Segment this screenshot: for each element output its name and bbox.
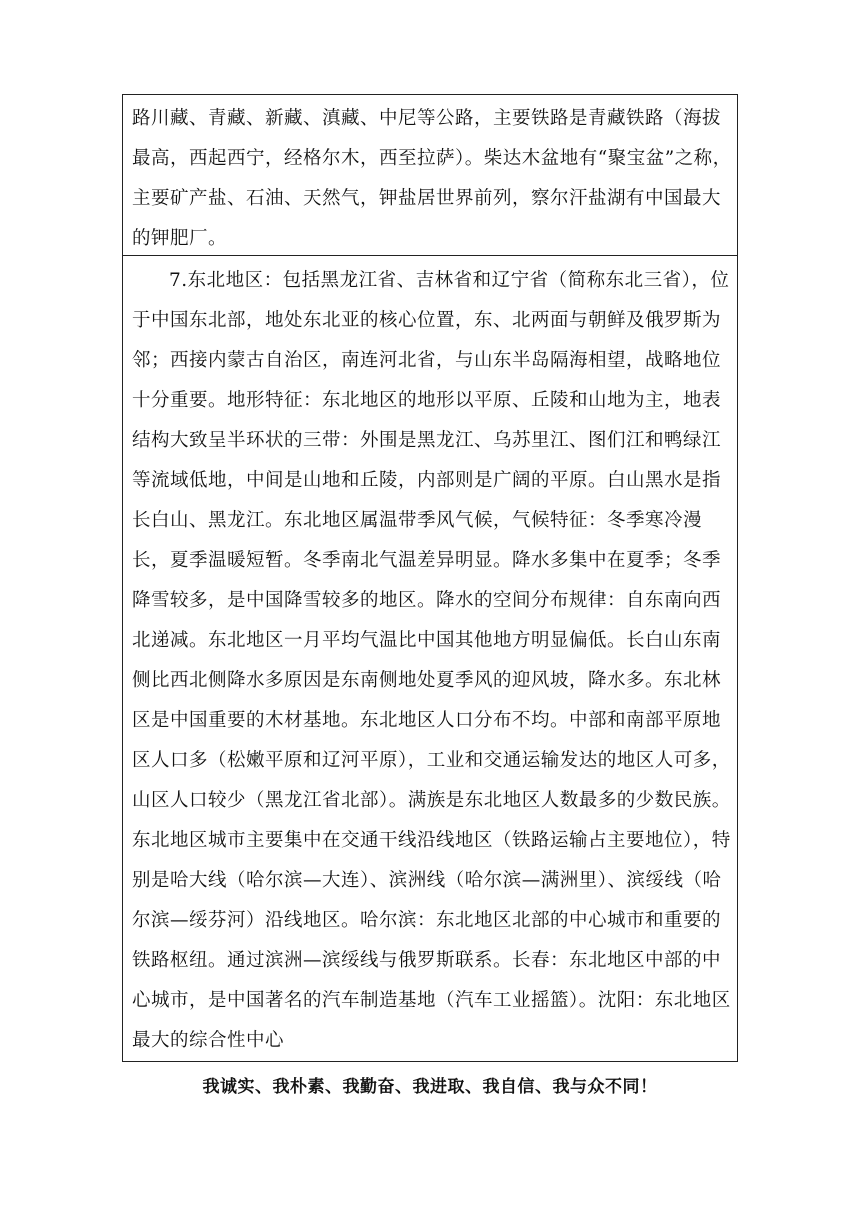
content-table-cell [122, 94, 738, 1062]
paragraph-continuation: 路川藏、青藏、新藏、滇藏、中尼等公路，主要铁路是青藏铁路（海拔最高，西起西宁，经格尔木，西至拉萨）。柴达木盆地有“聚宝盆”之称，主要矿产盐、石油、天然气，钾盐居世界前列，察尔汗盐湖有中国最大的钾肥厂。 [132, 108, 732, 249]
footer-motto: 我诚实、我朴素、我勤奋、我进取、我自信、我与众不同！ [202, 1077, 658, 1097]
paragraph-northeast-region: 7.东北地区：包括黑龙江省、吉林省和辽宁省（简称东北三省），位于中国东北部，地处东北亚的核心位置，东、北两面与朝鲜及俄罗斯为邻；西接内蒙古自治区，南连河北省，与山东半岛隔海相望，战略地位十分重要。地形特征：东北地区的地形以平原、丘陵和山地为主，地表结构大致呈半环状的三带：外围是黑龙江、乌苏里江、图们江和鸭绿江等流域低地，中间是山地和丘陵，内部则是广阔的平原。白山黑水是指长白山、黑龙江。东北地区属温带季风气候，气候特征：冬季寒冷漫长，夏季温暖短暂。冬季南北气温差异明显。降水多集中在夏季；冬季降雪较多，是中国降雪较多的地区。降水的空间分布规律：自东南向西北递减。东北地区一月平均气温比中国其他地方明显偏低。长白山东南侧比西北侧降水多原因是东南侧地处夏季风的迎风坡，降水多。东北林区是中国重要的木材基地。东北地区人口分布不均。中部和南部平原地区人口多（松嫩平原和辽河平原），工业和交通运输发达的地区人可多，山区人口较少（黑龙江省北部）。满族是东北地区人数最多的少数民族。东北地区城市主要集中在交通干线沿线地区（铁路运输占主要地位），特别是哈大线（哈尔滨—大连）、滨洲线（哈尔滨—满洲里）、滨绥线（哈尔滨—绥芬河）沿线地区。哈尔滨：东北地区北部的中心城市和重要的铁路枢纽。通过滨洲—滨绥线与俄罗斯联系。长春：东北地区中部的中心城市，是中国著名的汽车制造基地（汽车工业摇篮）。沈阳：东北地区最大的综合性中心 [132, 270, 731, 1051]
row-divider [123, 255, 737, 256]
